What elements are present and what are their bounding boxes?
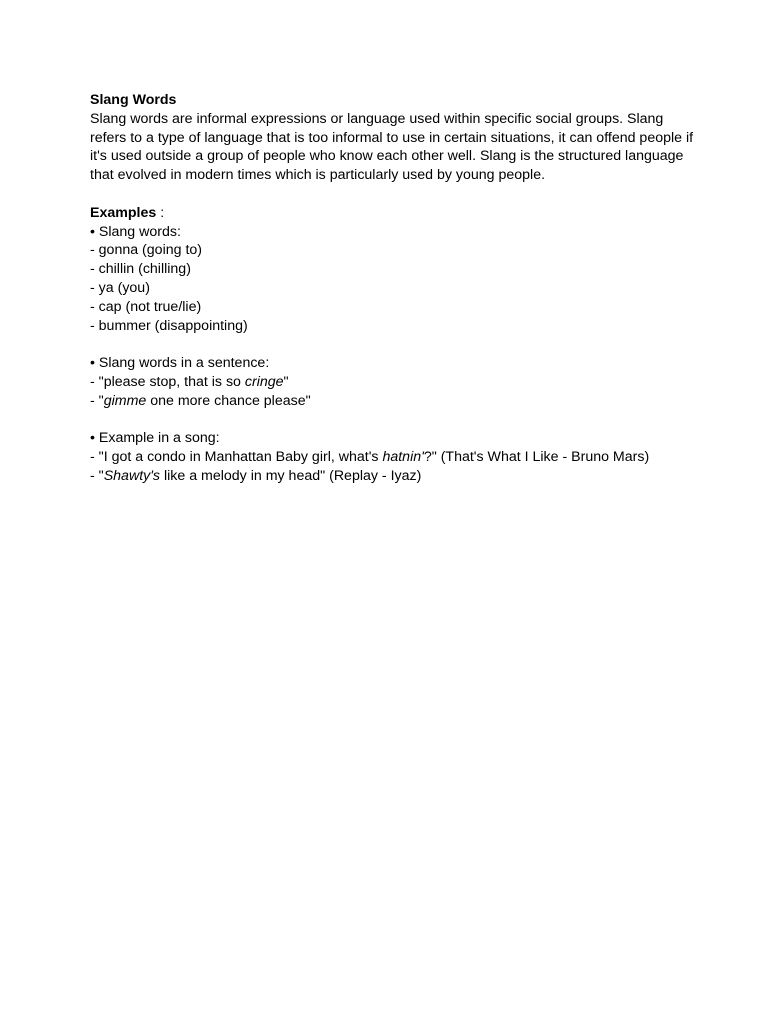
document-body bbox=[90, 91, 694, 486]
slang-word-item: - chillin (chilling) bbox=[90, 261, 191, 278]
sentence-1-text: - "please stop, that is so bbox=[90, 373, 245, 390]
sentence-example-2 bbox=[90, 392, 690, 411]
song-1-slang: hatnin' bbox=[382, 449, 424, 466]
definition-line-1: Slang words are informal expressions or language used within specific social groups. Slang bbox=[90, 110, 664, 127]
song-2-start: - " bbox=[90, 467, 104, 484]
examples-colon: : bbox=[156, 204, 165, 221]
slang-words-heading: • Slang words: bbox=[90, 223, 181, 240]
sentence-2-start: - " bbox=[90, 392, 104, 409]
slang-word-item: - gonna (going to) bbox=[90, 242, 202, 259]
spacer bbox=[90, 411, 690, 430]
definition-line-4: that evolved in modern times which is particularly used by young people. bbox=[90, 167, 546, 184]
examples-heading-line bbox=[90, 204, 690, 223]
song-2-slang: Shawty's bbox=[103, 467, 161, 484]
definition-line-3: it's used outside a group of people who know each other well. Slang is the structured language bbox=[90, 148, 684, 165]
document-title: Slang Words bbox=[90, 92, 177, 108]
songs-heading: • Example in a song: bbox=[90, 430, 220, 447]
examples-heading: Examples bbox=[90, 204, 157, 221]
slang-word-item: - bummer (disappointing) bbox=[90, 317, 248, 334]
slang-word-item: - ya (you) bbox=[90, 279, 150, 296]
sentence-2-slang: gimme bbox=[103, 392, 147, 409]
sentences-heading: • Slang words in a sentence: bbox=[90, 355, 270, 372]
sentence-1-slang: cringe bbox=[244, 373, 284, 390]
spacer bbox=[90, 185, 690, 204]
definition-line-2: refers to a type of language that is too informal to use in certain situations, it can offend people if bbox=[90, 129, 694, 146]
sentence-2-text: one more chance please" bbox=[146, 392, 311, 409]
spacer bbox=[90, 335, 690, 354]
song-1-credit: ?" (That's What I Like - Bruno Mars) bbox=[423, 449, 650, 466]
song-1-text: - "I got a condo in Manhattan Baby girl, what's bbox=[90, 449, 383, 466]
song-2-credit: like a melody in my head" (Replay - Iyaz) bbox=[160, 467, 422, 484]
sentence-example-1 bbox=[90, 373, 690, 392]
slang-word-item: - cap (not true/lie) bbox=[90, 298, 202, 315]
song-example-2 bbox=[90, 467, 690, 486]
sentence-1-end: " bbox=[283, 373, 289, 390]
song-example-1 bbox=[90, 448, 690, 467]
